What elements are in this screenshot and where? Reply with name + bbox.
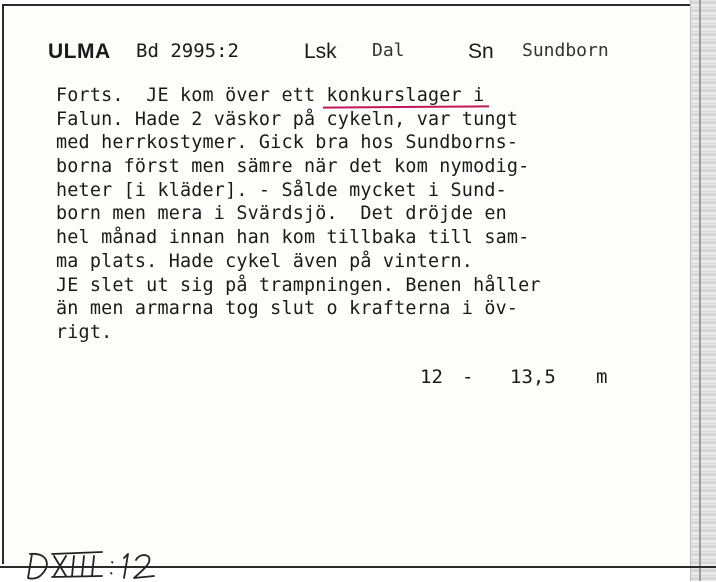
measure-unit: m: [596, 366, 608, 388]
text-line-11: rigt.: [56, 321, 113, 343]
text-line-1-start: Forts. JE kom över ett: [56, 85, 327, 106]
card-stack-edge: [690, 0, 716, 581]
text-line-4: borna först men sämre när det kom nymodig-: [56, 156, 530, 178]
text-line-1: [56, 84, 656, 108]
text-line-9: JE slet ut sig på trampningen. Benen håller: [56, 274, 541, 296]
measurement: [420, 366, 680, 392]
landskap-label: Lsk: [304, 40, 337, 63]
text-line-6: born men mera i Svärdsjö. Det dröjde en: [56, 203, 507, 225]
text-line-8: ma plats. Hade cykel även på vintern.: [56, 250, 474, 272]
measure-dash: -: [462, 366, 474, 388]
text-line-5: heter [i kläder]. - Sålde mycket i Sund-: [56, 179, 507, 201]
measure-to: 13,5: [510, 366, 556, 388]
card-header: [48, 40, 668, 70]
handwritten-signum: [26, 546, 176, 582]
socken-value: Sundborn: [522, 40, 609, 61]
text-line-3: med herrkostymer. Gick bra hos Sundborns-: [56, 132, 519, 154]
text-line-10: än men armarna tog slut o krafterna i öv-: [56, 298, 519, 320]
text-line-7: hel månad innan han kom tillbaka till sam-: [56, 227, 530, 249]
socken-label: Sn: [468, 40, 494, 63]
card-body-text: [56, 84, 656, 345]
reference-number: Bd 2995:2: [136, 40, 239, 62]
measure-from: 12: [420, 366, 443, 388]
landskap-value: Dal: [372, 40, 405, 61]
underlined-phrase: konkurslager i: [326, 85, 485, 106]
text-line-2: Falun. Hade 2 väskor på cykeln, var tungt: [56, 108, 519, 130]
archive-name: ULMA: [48, 40, 111, 63]
